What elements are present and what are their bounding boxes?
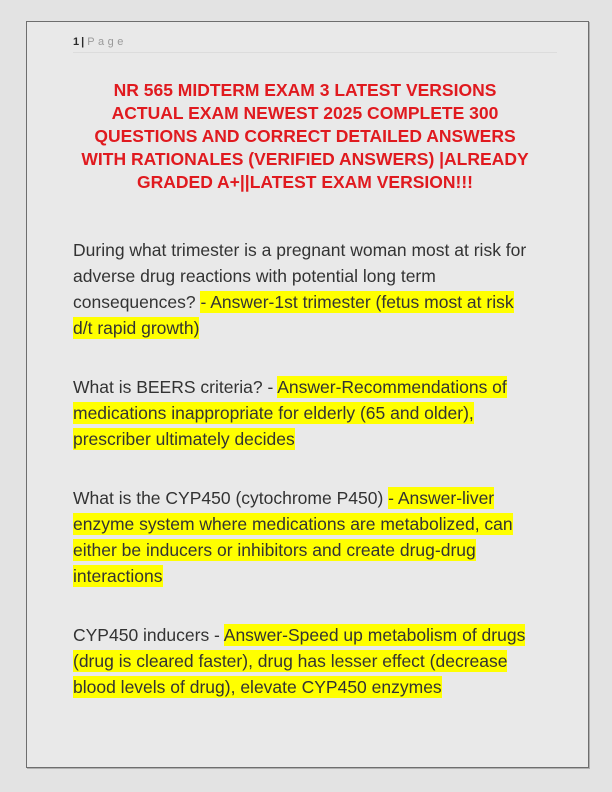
answer-highlight: - Answer-liver enzyme system where medications are metabolized, can either be inducers or inhibitors and create drug-drug interactions (73, 488, 513, 586)
question-text: What is BEERS criteria? - (73, 377, 278, 397)
question-text: CYP450 inducers - (73, 625, 224, 645)
title-line: WITH RATIONALES (VERIFIED ANSWERS) |ALREADY (81, 149, 529, 169)
title-line: QUESTIONS AND CORRECT DETAILED ANSWERS (94, 126, 516, 146)
answer-highlight: Answer-Recommendations of medications inappropriate for elderly (65 and older), prescriber ultimately decides (73, 377, 507, 449)
qa-paragraph (73, 485, 537, 589)
page-label: Page (87, 36, 127, 48)
page-number: 1 (73, 36, 81, 48)
page-number-separator: | (81, 36, 85, 48)
qa-paragraph (73, 237, 537, 341)
answer-highlight: - Answer-1st trimester (fetus most at risk d/t rapid growth) (73, 292, 514, 338)
title-line: ACTUAL EXAM NEWEST 2025 COMPLETE 300 (111, 103, 499, 123)
title-line: GRADED A+||LATEST EXAM VERSION!!! (137, 172, 473, 192)
qa-section (73, 237, 537, 700)
qa-paragraph (73, 374, 537, 452)
exam-title (73, 79, 537, 194)
question-text: During what trimester is a pregnant woman most at risk for adverse drug reactions with potential long term consequences? (73, 240, 527, 312)
page-header (73, 36, 537, 48)
document-page (26, 21, 589, 768)
title-line: NR 565 MIDTERM EXAM 3 LATEST VERSIONS (113, 80, 497, 100)
qa-paragraph (73, 622, 537, 700)
header-rule (73, 52, 557, 53)
question-text: What is the CYP450 (cytochrome P450) (73, 488, 389, 508)
answer-highlight: Answer-Speed up metabolism of drugs (drug is cleared faster), drug has lesser effect (decrease blood levels of drug), elevate CYP450 enzymes (73, 625, 526, 697)
